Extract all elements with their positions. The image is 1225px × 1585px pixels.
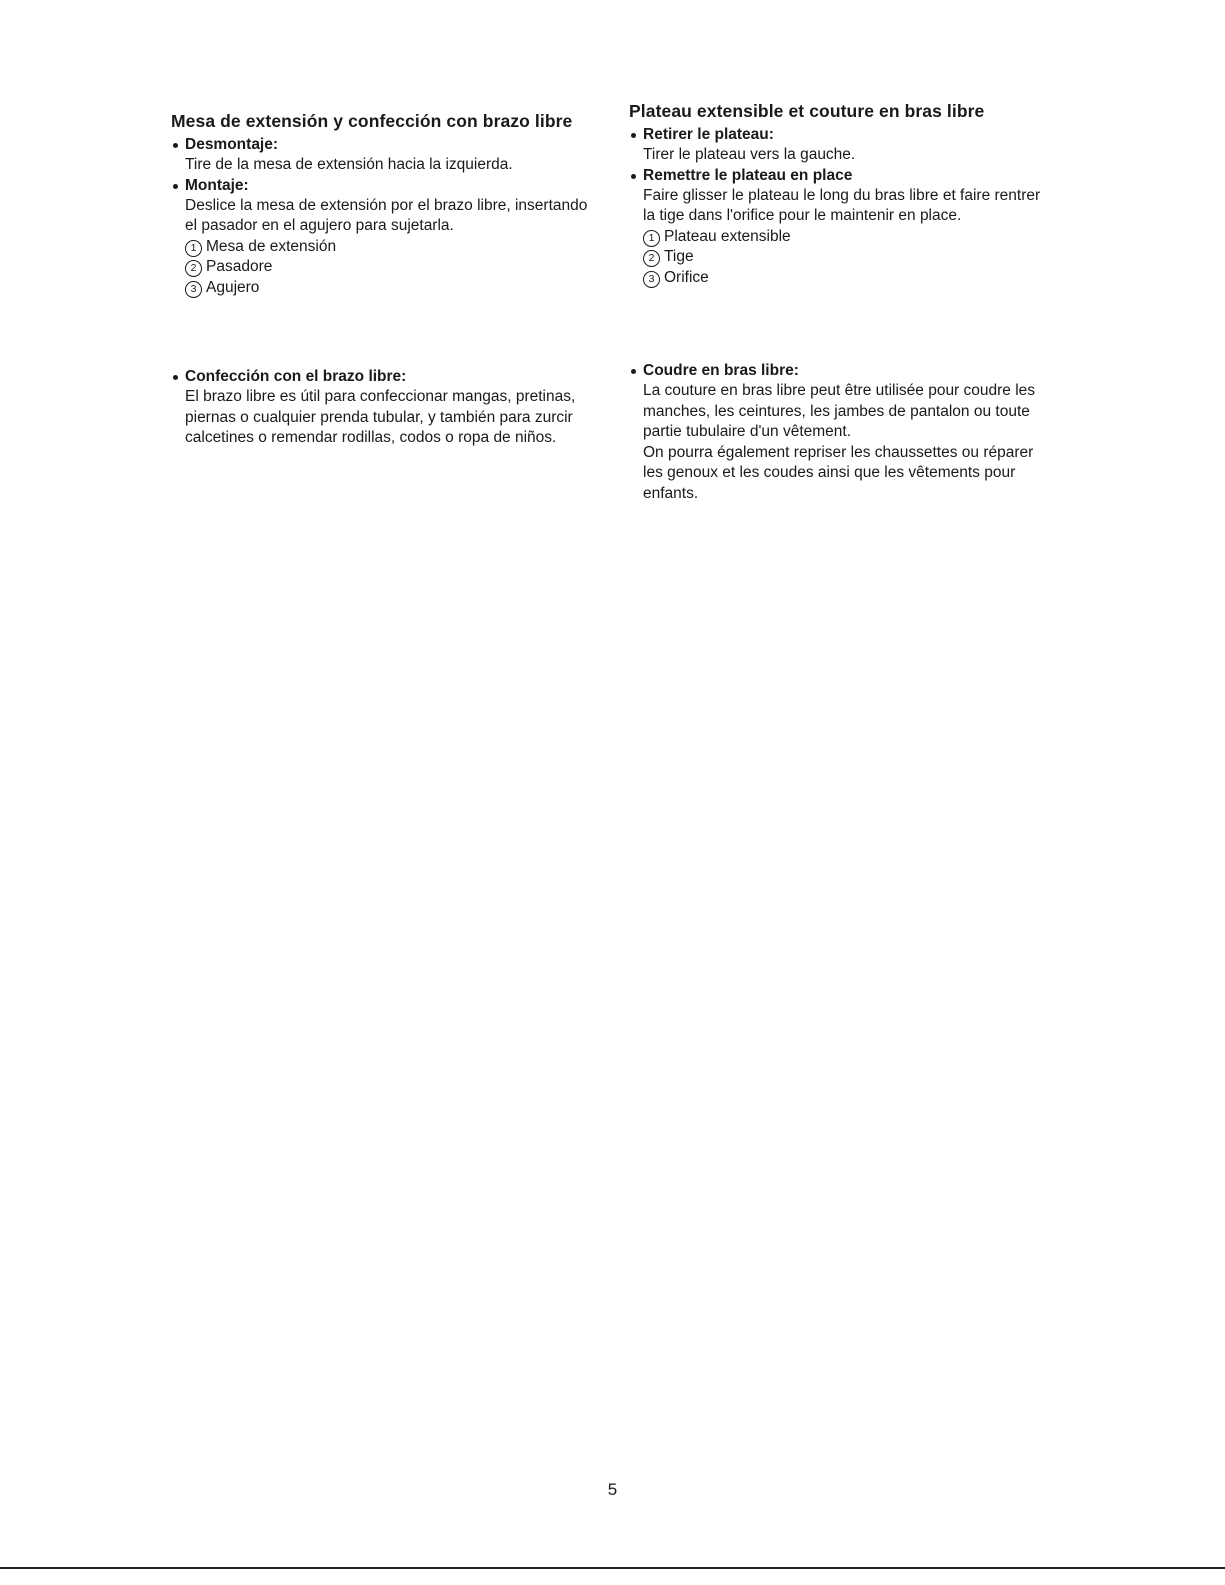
part-label: Agujero xyxy=(206,278,260,296)
spanish-free-arm-line-1: El brazo libre es útil para confeccionar mangas, pretinas, xyxy=(185,388,576,405)
list-item xyxy=(643,268,1099,289)
french-free-arm-line-6: enfants. xyxy=(643,484,699,502)
spanish-assembly-line-2: el pasador en el agujero para sujetarla. xyxy=(185,217,454,234)
list-item xyxy=(643,247,1099,268)
french-free-arm-line-4: On pourra également repriser les chaussettes ou réparer xyxy=(643,443,1034,461)
circled-number: 3 xyxy=(185,281,202,298)
french-parts-list xyxy=(629,227,1099,289)
circled-number: 2 xyxy=(185,260,202,277)
list-item xyxy=(643,227,1099,248)
french-removal-title: Retirer le plateau: xyxy=(629,125,1099,145)
spanish-assembly-title: Montaje: xyxy=(171,176,621,196)
spanish-parts-list xyxy=(171,237,621,299)
french-extension-section xyxy=(629,100,1099,288)
french-heading: Plateau extensible et couture en bras libre xyxy=(629,101,985,121)
french-free-arm-line-3: partie tubulaire d'un vêtement. xyxy=(643,423,852,440)
french-removal-text: Tirer le plateau vers la gauche. xyxy=(643,146,856,163)
spanish-heading: Mesa de extensión y confección con brazo libre xyxy=(171,111,573,131)
french-free-arm-line-2: manches, les ceintures, les jambes de pantalon ou toute xyxy=(643,402,1030,420)
spanish-free-arm-line-3: calcetines o remendar rodillas, codos o ropa de niños. xyxy=(185,429,557,446)
spanish-assembly-line-1: Deslice la mesa de extensión por el brazo libre, insertando xyxy=(185,196,588,214)
part-label: Plateau extensible xyxy=(664,227,791,245)
spanish-free-arm-line-2: piernas o cualquier prenda tubular, y también para zurcir xyxy=(185,408,573,426)
circled-number: 1 xyxy=(643,230,660,247)
spanish-removal-text: Tire de la mesa de extensión hacia la izquierda. xyxy=(185,156,513,173)
part-label: Orifice xyxy=(664,268,709,286)
spanish-free-arm-title: Confección con el brazo libre: xyxy=(171,367,621,387)
page-number: 5 xyxy=(607,1480,618,1499)
list-item xyxy=(185,257,621,278)
part-label: Pasadore xyxy=(206,258,273,275)
spanish-free-arm-section xyxy=(171,367,621,449)
circled-number: 2 xyxy=(643,250,660,267)
french-assembly-line-2: la tige dans l'orifice pour le maintenir en place. xyxy=(643,207,962,224)
spanish-removal-title: Desmontaje: xyxy=(171,135,621,155)
part-label: Tige xyxy=(664,248,694,265)
circled-number: 1 xyxy=(185,240,202,257)
list-item xyxy=(185,278,621,299)
bottom-rule xyxy=(0,1567,1225,1569)
list-item xyxy=(185,237,621,258)
french-free-arm-section xyxy=(629,361,1099,504)
french-free-arm-title: Coudre en bras libre: xyxy=(629,361,1099,381)
french-assembly-line-1: Faire glisser le plateau le long du bras libre et faire rentrer xyxy=(643,186,1041,204)
french-free-arm-line-1: La couture en bras libre peut être utilisée pour coudre les xyxy=(643,382,1036,399)
spanish-extension-section xyxy=(171,110,621,298)
french-assembly-title: Remettre le plateau en place xyxy=(629,166,1099,186)
part-label: Mesa de extensión xyxy=(206,237,337,255)
french-free-arm-line-5: les genoux et les coudes ainsi que les vêtements pour xyxy=(643,464,1016,481)
circled-number: 3 xyxy=(643,271,660,288)
